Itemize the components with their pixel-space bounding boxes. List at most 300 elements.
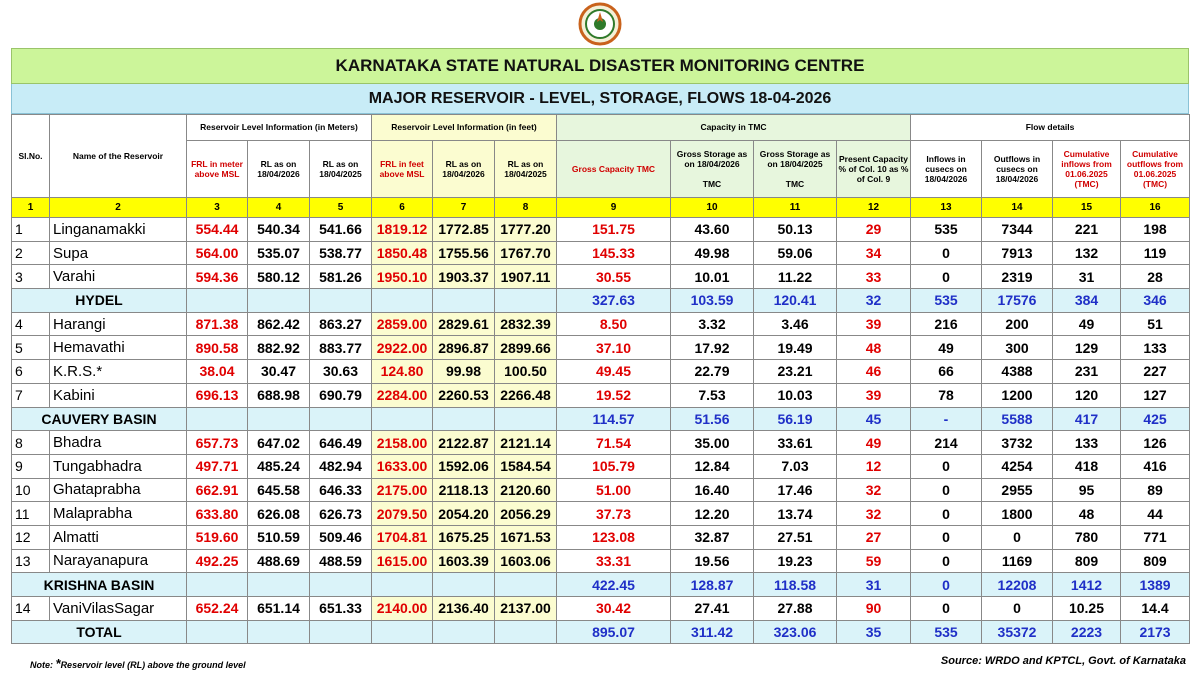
table-cell: 633.80 (187, 502, 248, 526)
table-cell: 580.12 (248, 265, 310, 289)
subtotal-cell: 2173 (1121, 620, 1190, 644)
table-cell: 809 (1053, 549, 1121, 573)
subtotal-cell: 323.06 (754, 620, 837, 644)
table-cell: 44 (1121, 502, 1190, 526)
table-cell: 1169 (982, 549, 1053, 573)
subtotal-cell: 5588 (982, 407, 1053, 431)
empty-cell (433, 289, 495, 313)
subtotal-cell: 120.41 (754, 289, 837, 313)
header-cum-outflows: Cumulative outflows from 01.06.2025 (TMC) (1121, 141, 1190, 198)
table-cell: 12 (12, 525, 50, 549)
table-cell: 3.46 (754, 312, 837, 336)
table-cell: 1584.54 (495, 454, 557, 478)
column-number-cell: 16 (1121, 198, 1190, 218)
table-cell: 27 (837, 525, 911, 549)
table-cell: 1704.81 (372, 525, 433, 549)
table-cell: 33.31 (557, 549, 671, 573)
table-cell: 482.94 (310, 454, 372, 478)
table-cell: 19.56 (671, 549, 754, 573)
table-row (12, 312, 1190, 336)
table-cell: 216 (911, 312, 982, 336)
header-inflows: Inflows in cusecs on 18/04/2026 (911, 141, 982, 198)
table-cell: 33 (837, 265, 911, 289)
table-cell: 48 (1053, 502, 1121, 526)
empty-cell (372, 289, 433, 313)
table-cell: 227 (1121, 360, 1190, 384)
table-cell: 7344 (982, 218, 1053, 242)
table-cell: Supa (50, 241, 187, 265)
subtotal-cell: 45 (837, 407, 911, 431)
subtotal-cell: 31 (837, 573, 911, 597)
table-cell: 127 (1121, 383, 1190, 407)
subtotal-cell: 35 (837, 620, 911, 644)
table-cell: 11 (12, 502, 50, 526)
table-cell: 123.08 (557, 525, 671, 549)
subtotal-label: KRISHNA BASIN (12, 573, 187, 597)
table-cell: 646.33 (310, 478, 372, 502)
subtotal-cell: 535 (911, 289, 982, 313)
table-cell: 30.47 (248, 360, 310, 384)
table-cell: 1633.00 (372, 454, 433, 478)
header-name: Name of the Reservoir (50, 115, 187, 198)
table-cell: 4388 (982, 360, 1053, 384)
table-cell: Almatti (50, 525, 187, 549)
table-cell: 657.73 (187, 431, 248, 455)
table-cell: 51 (1121, 312, 1190, 336)
empty-cell (310, 573, 372, 597)
table-cell: 780 (1053, 525, 1121, 549)
header-present-capacity: Present Capacity % of Col. 10 as % of Col. 9 (837, 141, 911, 198)
subtotal-cell: 425 (1121, 407, 1190, 431)
table-cell: 1592.06 (433, 454, 495, 478)
table-cell: 626.08 (248, 502, 310, 526)
column-number-cell: 15 (1053, 198, 1121, 218)
table-cell: 771 (1121, 525, 1190, 549)
table-cell: 33.61 (754, 431, 837, 455)
table-cell: 29 (837, 218, 911, 242)
table-cell: Kabini (50, 383, 187, 407)
table-row (12, 525, 1190, 549)
empty-cell (187, 289, 248, 313)
table-cell: 2859.00 (372, 312, 433, 336)
table-cell: 0 (911, 241, 982, 265)
subtotal-row (12, 289, 1190, 313)
table-cell: 626.73 (310, 502, 372, 526)
table-cell: 2955 (982, 478, 1053, 502)
column-number-row (12, 198, 1190, 218)
table-cell: 1603.06 (495, 549, 557, 573)
footnote: Note: *Reservoir level (RL) above the ground level (30, 656, 246, 671)
table-cell: 645.58 (248, 478, 310, 502)
table-cell: 862.42 (248, 312, 310, 336)
table-cell: 78 (911, 383, 982, 407)
column-number-cell: 2 (50, 198, 187, 218)
table-row (12, 218, 1190, 242)
table-cell: 510.59 (248, 525, 310, 549)
table-cell: 1615.00 (372, 549, 433, 573)
table-cell: 0 (911, 525, 982, 549)
table-cell: 46 (837, 360, 911, 384)
subtotal-cell: 1389 (1121, 573, 1190, 597)
table-cell: 497.71 (187, 454, 248, 478)
empty-cell (495, 620, 557, 644)
table-cell: 4 (12, 312, 50, 336)
subtotal-cell: 0 (911, 573, 982, 597)
empty-cell (310, 620, 372, 644)
table-cell: 30.42 (557, 597, 671, 621)
header-gross-storage-2026: Gross Storage as on 18/04/2026 TMC (671, 141, 754, 198)
empty-cell (433, 573, 495, 597)
table-cell: 22.79 (671, 360, 754, 384)
table-cell: 14 (12, 597, 50, 621)
table-cell: 59.06 (754, 241, 837, 265)
table-cell: 647.02 (248, 431, 310, 455)
table-cell: 37.73 (557, 502, 671, 526)
subtotal-cell: 895.07 (557, 620, 671, 644)
table-cell: 6 (12, 360, 50, 384)
table-cell: 0 (911, 478, 982, 502)
table-cell: 10.03 (754, 383, 837, 407)
table-cell: 10.25 (1053, 597, 1121, 621)
table-cell: 16.40 (671, 478, 754, 502)
table-cell: 1603.39 (433, 549, 495, 573)
empty-cell (187, 573, 248, 597)
table-row (12, 241, 1190, 265)
table-cell: 890.58 (187, 336, 248, 360)
table-cell: 509.46 (310, 525, 372, 549)
empty-cell (248, 573, 310, 597)
table-cell: 129 (1053, 336, 1121, 360)
reservoir-table (11, 114, 1190, 644)
column-number-cell: 1 (12, 198, 50, 218)
empty-cell (187, 407, 248, 431)
table-cell: 1777.20 (495, 218, 557, 242)
header-frl-m: FRL in meter above MSL (187, 141, 248, 198)
subtotal-cell: 346 (1121, 289, 1190, 313)
table-cell: 2319 (982, 265, 1053, 289)
table-cell: 2896.87 (433, 336, 495, 360)
table-cell: 59 (837, 549, 911, 573)
header-group-feet: Reservoir Level Information (in feet) (372, 115, 557, 141)
table-cell: 14.4 (1121, 597, 1190, 621)
table-cell: 38.04 (187, 360, 248, 384)
column-number-cell: 8 (495, 198, 557, 218)
table-cell: 7 (12, 383, 50, 407)
table-cell: 0 (911, 549, 982, 573)
table-cell: 1800 (982, 502, 1053, 526)
table-row (12, 502, 1190, 526)
header-group-tmc: Capacity in TMC (557, 115, 911, 141)
table-cell: 10 (12, 478, 50, 502)
subtotal-cell: 311.42 (671, 620, 754, 644)
empty-cell (310, 289, 372, 313)
table-cell: 2079.50 (372, 502, 433, 526)
table-cell: 519.60 (187, 525, 248, 549)
table-cell: 2899.66 (495, 336, 557, 360)
empty-cell (433, 620, 495, 644)
table-cell: 39 (837, 312, 911, 336)
table-cell: 49.45 (557, 360, 671, 384)
table-cell: 2922.00 (372, 336, 433, 360)
table-cell: 12.20 (671, 502, 754, 526)
column-number-cell: 11 (754, 198, 837, 218)
table-cell: VaniVilasSagar (50, 597, 187, 621)
table-cell: 541.66 (310, 218, 372, 242)
table-cell: 132 (1053, 241, 1121, 265)
table-cell: 2137.00 (495, 597, 557, 621)
subtotal-label: CAUVERY BASIN (12, 407, 187, 431)
header-frl-ft: FRL in feet above MSL (372, 141, 433, 198)
table-cell: 5 (12, 336, 50, 360)
table-cell: 2122.87 (433, 431, 495, 455)
table-cell: Ghataprabha (50, 478, 187, 502)
empty-cell (248, 407, 310, 431)
subtotal-cell: 35372 (982, 620, 1053, 644)
table-cell: 2284.00 (372, 383, 433, 407)
empty-cell (248, 620, 310, 644)
table-cell: 535.07 (248, 241, 310, 265)
table-cell: 17.92 (671, 336, 754, 360)
table-cell: 51.00 (557, 478, 671, 502)
ksndmc-logo-icon (574, 2, 626, 46)
table-cell: 28 (1121, 265, 1190, 289)
table-cell: Malaprabha (50, 502, 187, 526)
header-rl-m-2025: RL as on 18/04/2025 (310, 141, 372, 198)
table-cell: 32 (837, 502, 911, 526)
empty-cell (248, 289, 310, 313)
table-cell: 1950.10 (372, 265, 433, 289)
table-cell: 13.74 (754, 502, 837, 526)
table-cell: 0 (911, 502, 982, 526)
table-cell: 12 (837, 454, 911, 478)
column-number-cell: 10 (671, 198, 754, 218)
table-cell: 581.26 (310, 265, 372, 289)
table-cell: 10.01 (671, 265, 754, 289)
column-number-cell: 3 (187, 198, 248, 218)
column-number-cell: 4 (248, 198, 310, 218)
table-cell: 124.80 (372, 360, 433, 384)
empty-cell (433, 407, 495, 431)
table-cell: 883.77 (310, 336, 372, 360)
table-cell: 27.88 (754, 597, 837, 621)
table-cell: 696.13 (187, 383, 248, 407)
table-row (12, 597, 1190, 621)
subtotal-cell: 422.45 (557, 573, 671, 597)
table-cell: 535 (911, 218, 982, 242)
header-gross-storage-2025: Gross Storage as on 18/04/2025 TMC (754, 141, 837, 198)
empty-cell (495, 573, 557, 597)
table-cell: 39 (837, 383, 911, 407)
table-cell: 564.00 (187, 241, 248, 265)
table-cell: 99.98 (433, 360, 495, 384)
empty-cell (187, 620, 248, 644)
table-cell: 492.25 (187, 549, 248, 573)
table-cell: 3732 (982, 431, 1053, 455)
table-cell: 1850.48 (372, 241, 433, 265)
table-cell: 7.53 (671, 383, 754, 407)
table-cell: 48 (837, 336, 911, 360)
table-cell: 0 (982, 525, 1053, 549)
table-cell: 2136.40 (433, 597, 495, 621)
table-cell: 12.84 (671, 454, 754, 478)
table-cell: 651.14 (248, 597, 310, 621)
table-cell: 688.98 (248, 383, 310, 407)
table-cell: 133 (1121, 336, 1190, 360)
header-rl-ft-2025: RL as on 18/04/2025 (495, 141, 557, 198)
table-cell: 1671.53 (495, 525, 557, 549)
table-cell: 126 (1121, 431, 1190, 455)
column-number-cell: 12 (837, 198, 911, 218)
table-cell: 43.60 (671, 218, 754, 242)
table-row (12, 265, 1190, 289)
table-cell: 418 (1053, 454, 1121, 478)
table-cell: 488.59 (310, 549, 372, 573)
table-cell: 19.23 (754, 549, 837, 573)
table-cell: Linganamakki (50, 218, 187, 242)
subtotal-cell: 327.63 (557, 289, 671, 313)
table-cell: 30.55 (557, 265, 671, 289)
table-cell: 485.24 (248, 454, 310, 478)
table-cell: 2120.60 (495, 478, 557, 502)
subtotal-label: HYDEL (12, 289, 187, 313)
column-number-cell: 5 (310, 198, 372, 218)
header-rl-m-2026: RL as on 18/04/2026 (248, 141, 310, 198)
column-number-cell: 7 (433, 198, 495, 218)
table-cell: 2266.48 (495, 383, 557, 407)
header-outflows: Outflows in cusecs on 18/04/2026 (982, 141, 1053, 198)
empty-cell (495, 289, 557, 313)
subtotal-cell: 118.58 (754, 573, 837, 597)
table-cell: 651.33 (310, 597, 372, 621)
table-cell: 100.50 (495, 360, 557, 384)
table-row (12, 336, 1190, 360)
table-cell: 882.92 (248, 336, 310, 360)
table-cell: 119 (1121, 241, 1190, 265)
subtotal-cell: 114.57 (557, 407, 671, 431)
empty-cell (372, 407, 433, 431)
table-cell: 8 (12, 431, 50, 455)
table-cell: 23.21 (754, 360, 837, 384)
empty-cell (310, 407, 372, 431)
page-subtitle: MAJOR RESERVOIR - LEVEL, STORAGE, FLOWS 18-04-2026 (11, 84, 1189, 114)
subtotal-cell: 535 (911, 620, 982, 644)
table-cell: 145.33 (557, 241, 671, 265)
table-cell: 19.49 (754, 336, 837, 360)
table-cell: 2832.39 (495, 312, 557, 336)
table-cell: 27.51 (754, 525, 837, 549)
table-cell: 0 (982, 597, 1053, 621)
table-cell: 594.36 (187, 265, 248, 289)
subtotal-label: TOTAL (12, 620, 187, 644)
table-cell: 2054.20 (433, 502, 495, 526)
subtotal-cell: - (911, 407, 982, 431)
table-cell: 37.10 (557, 336, 671, 360)
table-cell: 151.75 (557, 218, 671, 242)
table-cell: 19.52 (557, 383, 671, 407)
empty-cell (372, 620, 433, 644)
subtotal-cell: 128.87 (671, 573, 754, 597)
header-slno: Sl.No. (12, 115, 50, 198)
table-cell: 652.24 (187, 597, 248, 621)
table-cell: Bhadra (50, 431, 187, 455)
subtotal-cell: 56.19 (754, 407, 837, 431)
table-cell: 31 (1053, 265, 1121, 289)
table-cell: 1767.70 (495, 241, 557, 265)
table-cell: 690.79 (310, 383, 372, 407)
table-cell: 49 (837, 431, 911, 455)
table-cell: 27.41 (671, 597, 754, 621)
table-cell: 30.63 (310, 360, 372, 384)
table-cell: Hemavathi (50, 336, 187, 360)
table-cell: 50.13 (754, 218, 837, 242)
subtotal-cell: 12208 (982, 573, 1053, 597)
column-number-cell: 9 (557, 198, 671, 218)
table-cell: 105.79 (557, 454, 671, 478)
empty-cell (372, 573, 433, 597)
table-cell: 3.32 (671, 312, 754, 336)
subtotal-cell: 103.59 (671, 289, 754, 313)
table-cell: 200 (982, 312, 1053, 336)
table-cell: 538.77 (310, 241, 372, 265)
table-row (12, 431, 1190, 455)
table-cell: 863.27 (310, 312, 372, 336)
table-cell: 1903.37 (433, 265, 495, 289)
table-cell: Harangi (50, 312, 187, 336)
subtotal-cell: 17576 (982, 289, 1053, 313)
table-cell: 540.34 (248, 218, 310, 242)
table-cell: 2121.14 (495, 431, 557, 455)
table-cell: 11.22 (754, 265, 837, 289)
table-cell: 90 (837, 597, 911, 621)
table-cell: Narayanapura (50, 549, 187, 573)
subtotal-cell: 417 (1053, 407, 1121, 431)
table-cell: 35.00 (671, 431, 754, 455)
table-cell: 488.69 (248, 549, 310, 573)
header-group-meters: Reservoir Level Information (in Meters) (187, 115, 372, 141)
table-cell: 198 (1121, 218, 1190, 242)
empty-cell (495, 407, 557, 431)
table-cell: 1 (12, 218, 50, 242)
subtotal-row (12, 620, 1190, 644)
table-cell: 32 (837, 478, 911, 502)
page-title: KARNATAKA STATE NATURAL DISASTER MONITORING CENTRE (11, 48, 1189, 84)
table-cell: 7913 (982, 241, 1053, 265)
table-cell: 7.03 (754, 454, 837, 478)
table-cell: 2829.61 (433, 312, 495, 336)
subtotal-cell: 2223 (1053, 620, 1121, 644)
table-cell: Tungabhadra (50, 454, 187, 478)
table-row (12, 549, 1190, 573)
source-note: Source: WRDO and KPTCL, Govt. of Karnataka (940, 655, 1186, 667)
subtotal-cell: 51.56 (671, 407, 754, 431)
subtotal-row (12, 407, 1190, 431)
table-cell: 214 (911, 431, 982, 455)
table-cell: 300 (982, 336, 1053, 360)
table-cell: 1772.85 (433, 218, 495, 242)
table-cell: 2 (12, 241, 50, 265)
header-gross-capacity: Gross Capacity TMC (557, 141, 671, 198)
table-cell: 1755.56 (433, 241, 495, 265)
table-cell: 2175.00 (372, 478, 433, 502)
table-cell: 662.91 (187, 478, 248, 502)
table-cell: 13 (12, 549, 50, 573)
table-cell: 2260.53 (433, 383, 495, 407)
table-cell: 4254 (982, 454, 1053, 478)
table-cell: 17.46 (754, 478, 837, 502)
table-body (12, 198, 1190, 644)
table-cell: 2158.00 (372, 431, 433, 455)
table-row (12, 360, 1190, 384)
